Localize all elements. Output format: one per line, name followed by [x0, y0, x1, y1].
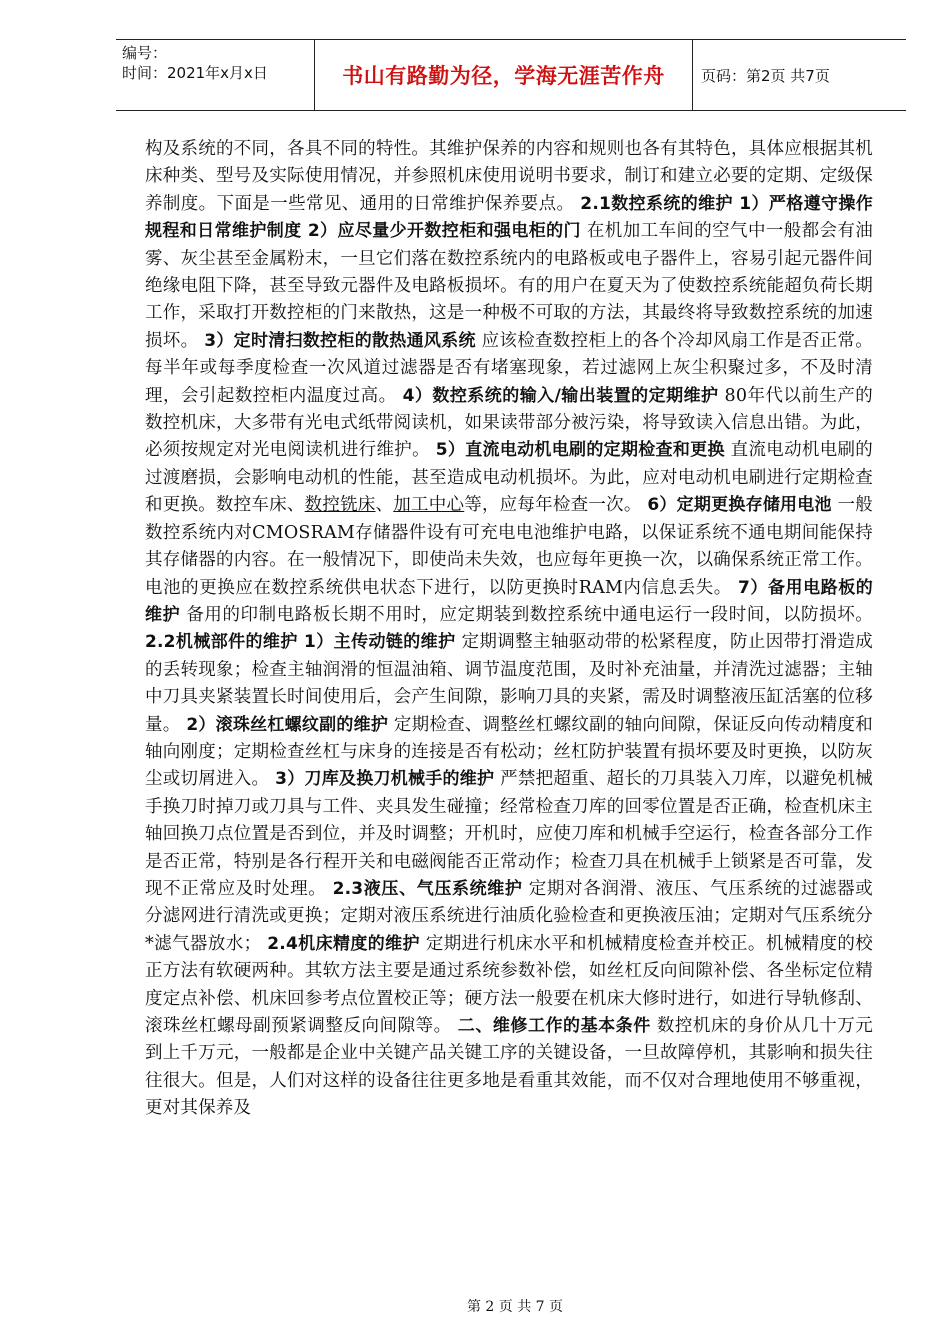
link-cnc-milling[interactable]: 数控铣床	[304, 495, 376, 516]
body-sentence: 数控机床的身价从几十万元到上千万元，一般都是企业中关键产品关键工序的关键设备，一旦故障停机，其影响和损失往往很大。但是，人们对这样的设备往往更多地是看重其效能，而不仅对合理地使用不够重视，更对其保养及	[145, 1016, 873, 1119]
body-sentence: 严禁把超重、超长的刀具装入刀库，以避免机械手换刀时掉刀或刀具与工件、夹具发生碰撞；经常检查刀库的回零位置是否正确，检查机床主轴回换刀点位置是否到位，并及时调整；开机时，应使刀库和机械手空运行，检查各部分工作是否正常，特别是各行程开关和电磁阀能否正常动作；检查刀具在机械手上锁紧是否可靠，发现不正常应及时处理。	[145, 769, 873, 899]
page-header	[116, 39, 906, 111]
body-sentence: 备用的印制电路板长期不用时，应定期装到数控系统中通电运行一段时间，以防损坏。	[180, 604, 873, 625]
section-heading: 2.1数控系统的维护 1）严格遵守操作规程和日常维护制度 2）应尽量少开数控柜和强电柜的门	[145, 193, 873, 242]
section-heading: 6）定期更换存储用电池	[647, 495, 832, 516]
section-heading: 2.3液压、气压系统维护	[332, 878, 523, 899]
link-machining-center[interactable]: 加工中心	[393, 495, 465, 516]
body-sentence: 定期进行机床水平和机械精度检查并校正。机械精度的校正方法有软硬两种。其软方法主要是通过系统参数补偿，如丝杠反向间隙补偿、各坐标定位精度定点补偿、机床回参考点位置校正等；硬方法一般要在机床大修时进行，如进行导轨修刮、滚珠丝杠螺母副预紧调整反向间隙等。	[145, 933, 873, 1036]
section-heading: 2.4机床精度的维护	[267, 933, 420, 954]
body-sentence: 直流电动机电刷的过渡磨损，会影响电动机的性能，甚至造成电动机损坏。为此，应对电动机电刷进行定期检查和更换。数控车床、	[145, 440, 874, 516]
body-sentence: 、	[375, 495, 394, 516]
body-sentence: 在机加工车间的空气中一般都会有油雾、灰尘甚至金属粉末，一旦它们落在数控系统内的电路板或电子器件上，容易引起元器件间绝缘电阻下降，甚至导致元器件及电路板损坏。有的用户在夏天为了使数控系统能超负荷长期工作，采取打开数控柜的门来散热，这是一种极不可取的方法，其最终将导致数控系统的加速损坏。	[145, 221, 873, 351]
header-motto: 书山有路勤为径，学海无涯苦作舟	[314, 40, 693, 110]
body-sentence: 定期调整主轴驱动带的松紧程度，防止因带打滑造成的丢转现象；检查主轴润滑的恒温油箱、调节温度范围，及时补充油量，并清洗过滤器；主轴中刀具夹紧装置长时间使用后，会产生间隙，影响刀具的夹紧，需及时调整液压缸活塞的位移量。	[145, 632, 873, 735]
section-heading: 3）定时清扫数控柜的散热通风系统	[204, 330, 476, 351]
document-id-label: 编号：	[122, 44, 168, 62]
section-heading: 2.2机械部件的维护 1）主传动链的维护	[145, 632, 456, 653]
header-page-number: 页码：第2页 共7页	[701, 66, 830, 85]
body-text	[145, 136, 873, 1123]
section-heading: 2）滚珠丝杠螺纹副的维护	[186, 714, 389, 735]
body-sentence: 构及系统的不同，各具不同的特性。其维护保养的内容和规则也各有其特色，具体应根据其机床种类、型号及实际使用情况，并参照机床使用说明书要求，制订和建立必要的定期、定级保养制度。下面是一些常见、通用的日常维护保养要点。	[145, 139, 873, 214]
section-heading: 二、维修工作的基本条件	[457, 1016, 651, 1036]
body-sentence: 应该检查数控柜上的各个冷却风扇工作是否正常。每半年或每季度检查一次风道过滤器是否有堵塞现象，若过滤网上灰尘积聚过多，不及时清理，会引起数控柜内温度过高。	[145, 330, 873, 406]
body-sentence: 等，应每年检查一次。	[464, 495, 648, 516]
header-meta	[116, 40, 314, 110]
document-time-label: 时间：2021年x月x日	[122, 64, 268, 82]
body-sentence: 一般数控系统内对CMOSRAM存储器件设有可充电电池维护电路，以保证系统不通电期间能保持其存储器的内容。在一般情况下，即使尚未失效，也应每年更换一次，以确保系统正常工作。电池的更换应在数控系统供电状态下进行，以防更换时RAM内信息丢失。	[145, 495, 873, 598]
section-heading: 3）刀库及换刀机械手的维护	[275, 769, 495, 790]
section-heading: 7）备用电路板的维护	[145, 577, 873, 625]
section-heading: 5）直流电动机电刷的定期检查和更换	[435, 440, 725, 461]
body-sentence: 80年代以前生产的数控机床，大多带有光电式纸带阅读机，如果读带部分被污染，将导致读入信息出错。为此，必须按规定对光电阅读机进行维护。	[145, 385, 874, 461]
section-heading: 4）数控系统的输入/输出装置的定期维护	[402, 385, 719, 406]
page-footer: 第 2 页 共 7 页	[466, 1299, 564, 1315]
body-sentence: 定期检查、调整丝杠螺纹副的轴向间隙，保证反向传动精度和轴向刚度；定期检查丝杠与床身的连接是否有松动；丝杠防护装置有损坏要及时更换，以防灰尘或切屑进入。	[145, 714, 873, 790]
body-sentence: 定期对各润滑、液压、气压系统的过滤器或分滤网进行清洗或更换；定期对液压系统进行油质化验检查和更换液压油；定期对气压系统分*滤气器放水；	[145, 878, 874, 954]
